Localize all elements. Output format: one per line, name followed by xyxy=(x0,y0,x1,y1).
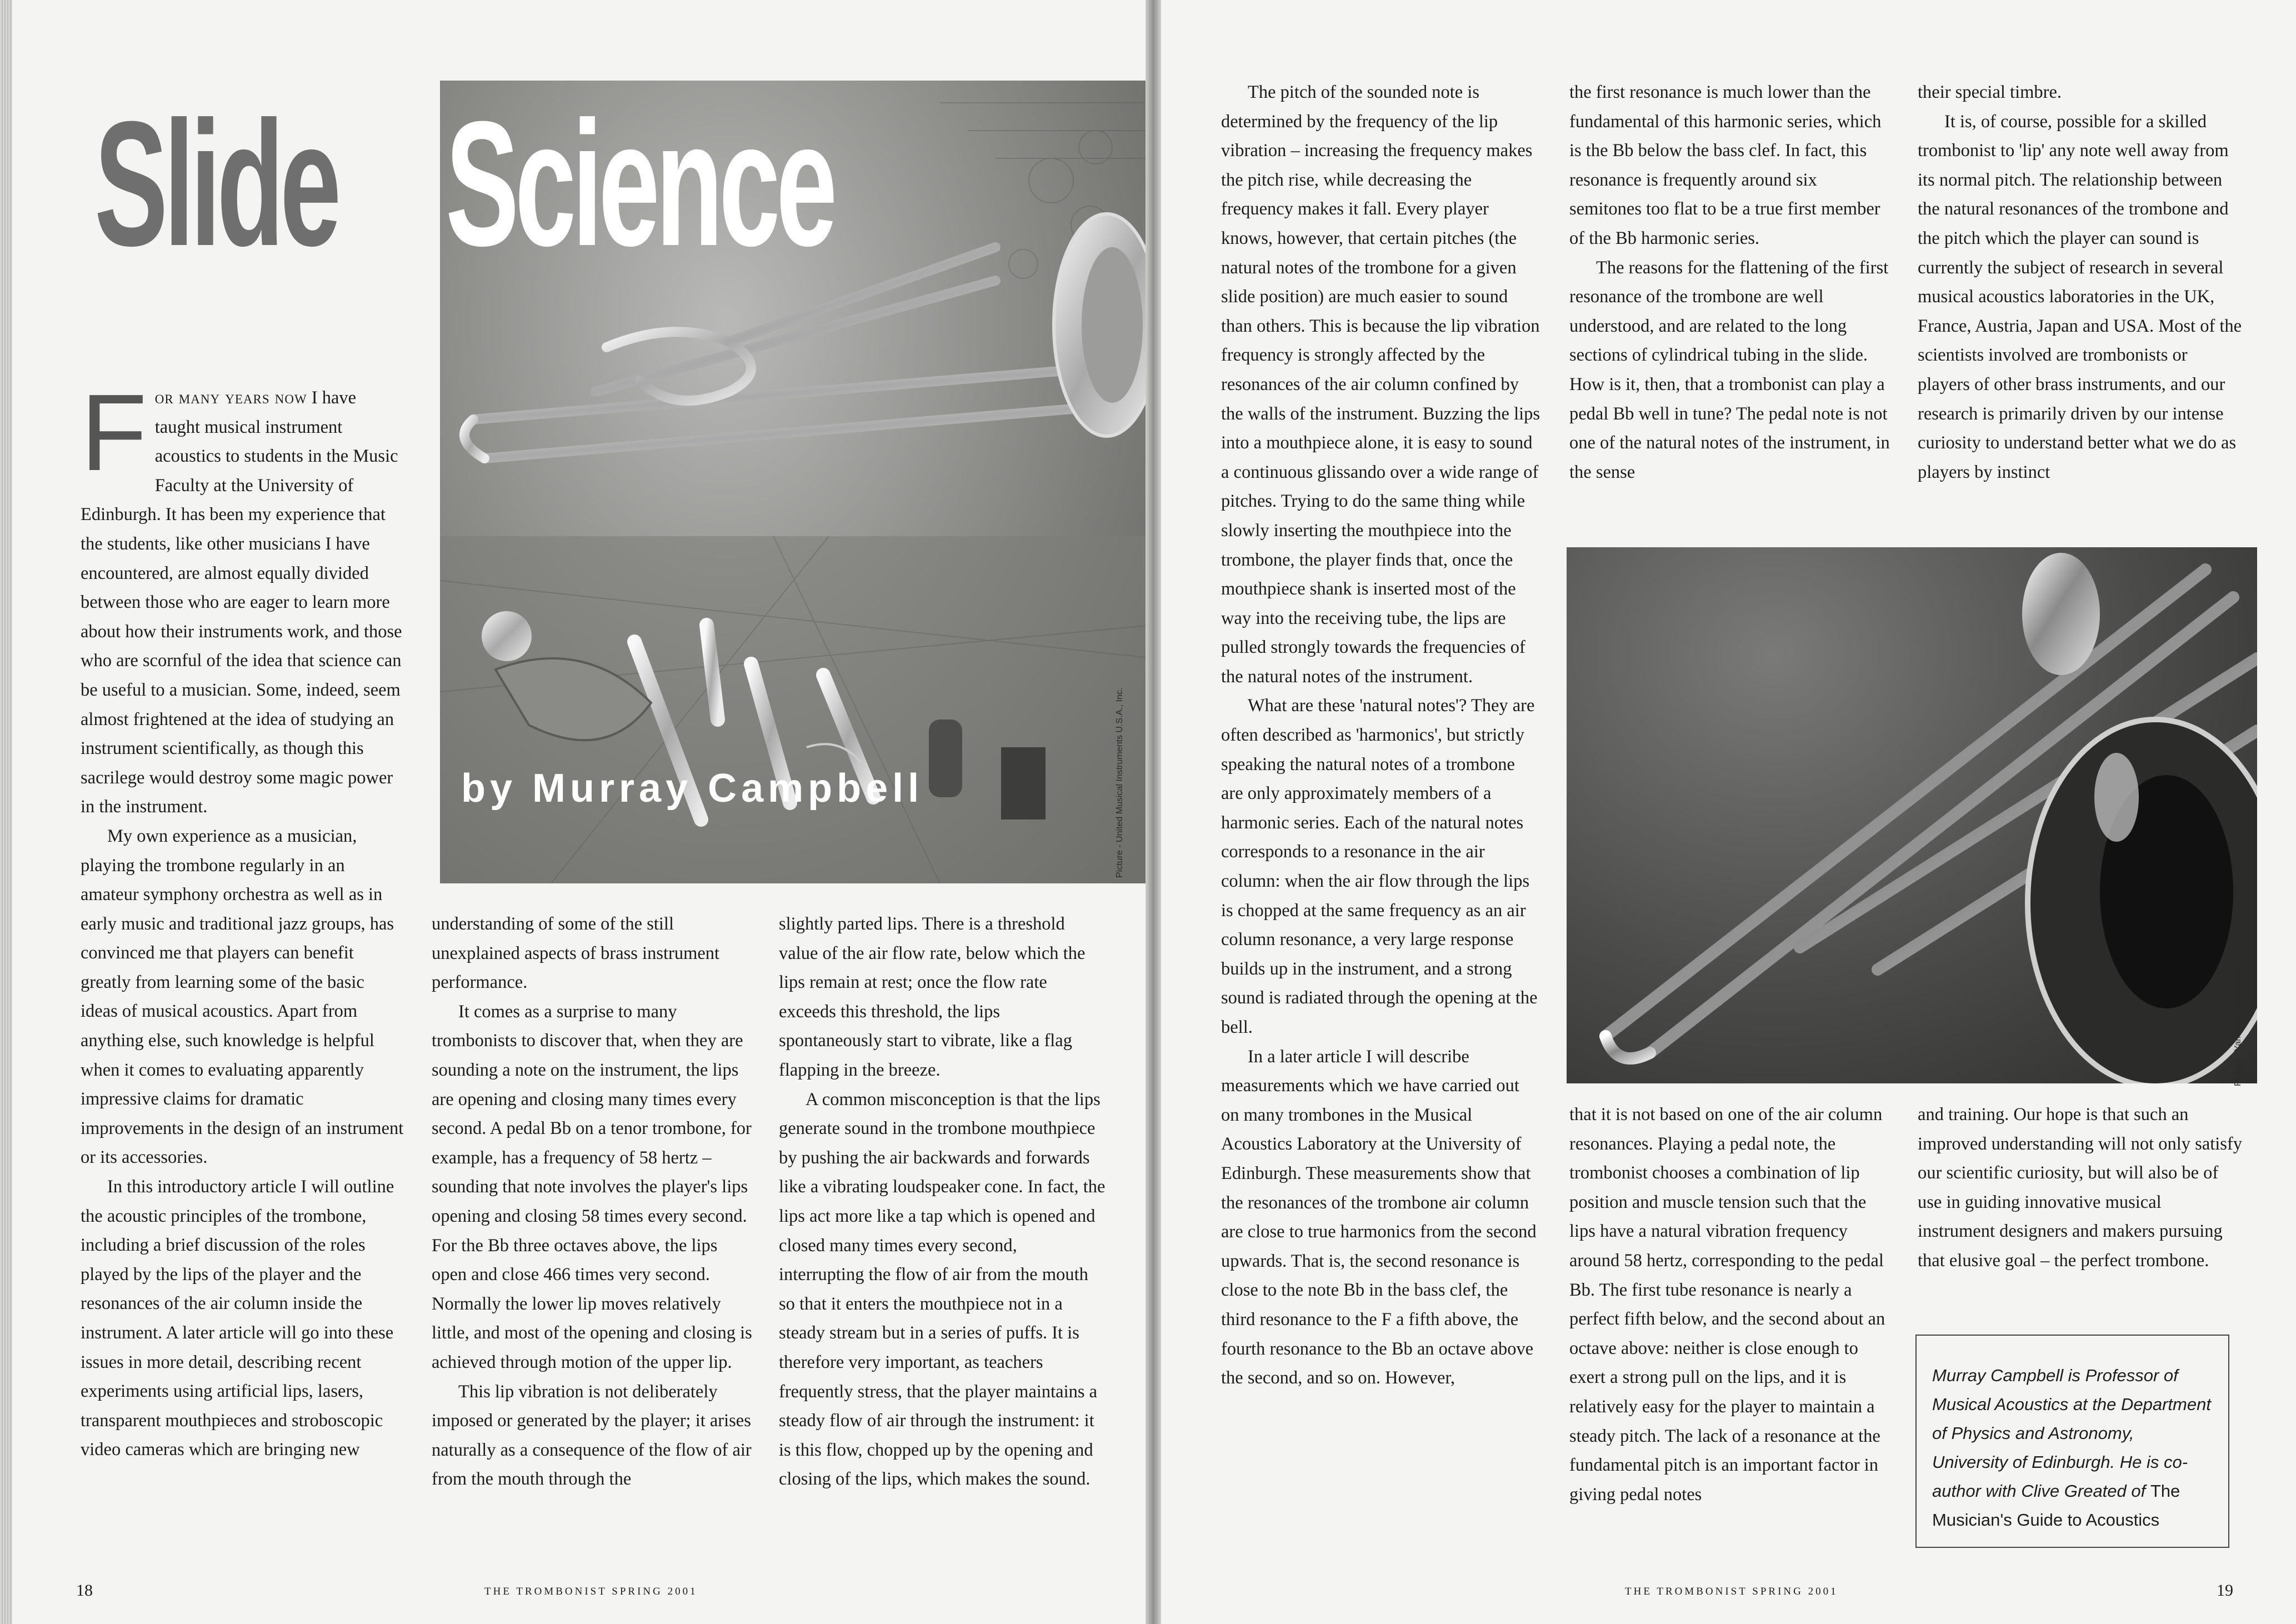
paragraph: understanding of some of the still unexplained aspects of brass instrument performance. xyxy=(432,914,720,993)
paragraph: In a later article I will describe measurements which we have carried out on many trombones in the Musical Acoustics Laboratory at the University of Edinburgh. These measurements show that the resonances of the trombone air column are close to true harmonics from the second upwards. That is, the second resonance is close to the note Bb in the bass clef, the third resonance to the F a fifth above, the fourth resonance to the Bb an octave above the second, and so on. However, xyxy=(1221,1046,1537,1388)
drop-cap: F xyxy=(81,372,147,493)
photo-credit-left: Picture - United Musical Instruments U.S.A., Inc. xyxy=(1115,687,1124,878)
bio-text: Murray Campbell is Professor of Musical Acoustics at the Department of Physics and Astronomy, University of Edinburgh. He is co-author with Clive Greated of xyxy=(1932,1366,2211,1501)
trombone-closeup-illustration xyxy=(1567,547,2257,1083)
book-title: The Musician's Guide to Acoustics xyxy=(1932,1481,2180,1530)
headline-word-science: Science xyxy=(446,84,833,283)
paragraph-text: I have taught musical instrument acoustics to students in the Music Faculty at the University of Edinburgh. It has been my experience that the students, like other musicians I have encountered, are almost equally divided between those who are eager to learn more about how their instruments work, and those who are scornful of the idea that science can be useful to a musician. Some, indeed, seem almost frightened at the idea of studying an instrument scientifically, as though this sacrilege would destroy some magic power in the instrument. xyxy=(81,388,402,817)
intro-paragraph xyxy=(81,372,406,822)
left-page xyxy=(12,0,1146,1624)
text-column-6-top xyxy=(1918,78,2243,487)
text-column-4 xyxy=(1221,78,1540,1393)
paragraph: A common misconception is that the lips generate sound in the trombone mouthpiece by pushing the air backwards and forwards like a vibrating loudspeaker cone. In fact, the lips act more like a tap which is opened and closed many times every second, interrupting the flow of air from the mouth so that it enters the mouthpiece not in a steady stream but in a series of puffs. It is therefore very important, as teachers frequently stress, that the player maintains a steady flow of air through the instrument: it is this flow, chopped up by the opening and closing of the lips, which makes the sound. xyxy=(779,1089,1106,1490)
text-column-3 xyxy=(779,910,1107,1494)
text-column-1 xyxy=(81,372,406,1465)
paragraph: This lip vibration is not deliberately imposed or generated by the player; it arises naturally as a consequence of the flow of air from the mouth through the xyxy=(432,1381,752,1490)
text-column-5-top xyxy=(1569,78,1892,487)
running-footer-left: THE TROMBONIST SPRING 2001 xyxy=(484,1586,698,1597)
paragraph: their special timbre. xyxy=(1918,82,2062,102)
paragraph: slightly parted lips. There is a threshold value of the air flow rate, below which the lips remain at rest; once the flow rate exceeds this threshold, the lips spontaneously start to vibrate, like a flag flapping in the breeze. xyxy=(779,914,1086,1080)
paragraph: that it is not based on one of the air column resonances. Playing a pedal note, the trombonist chooses a combination of lip position and muscle tension such that the lips have a natural vibration frequency around 58 hertz, corresponding to the pedal Bb. The first tube resonance is nearly a perfect fifth below, and the second about an octave above: neither is close enough to exert a strong pull on the lips, and it is relatively easy for the player to maintain a steady pitch. The lack of a resonance at the fundamental pitch is an important factor in giving pedal notes xyxy=(1569,1105,1885,1505)
paragraph: It comes as a surprise to many trombonists to discover that, when they are sounding a note on the instrument, the lips are opening and closing many times every second. A pedal Bb on a tenor trombone, for example, has a frequency of 58 hertz – sounding that note involves the player's lips opening and closing 58 times every second. For the Bb three octaves above, the lips open and close 466 times very second. Normally the lower lip moves relatively little, and most of the opening and closing is achieved through motion of the upper lip. xyxy=(432,1001,752,1372)
lead-in: or many years now xyxy=(154,388,307,408)
text-column-6-bottom xyxy=(1918,1100,2243,1276)
paragraph: the first resonance is much lower than the fundamental of this harmonic series, which is the Bb below the bass clef. In fact, this resonance is frequently around six semitones too flat to be a true first member of the Bb harmonic series. xyxy=(1569,82,1882,248)
spread-gutter xyxy=(1146,0,1161,1624)
page-edge-strip xyxy=(0,0,12,1624)
byline: by Murray Campbell xyxy=(461,766,924,811)
running-footer-right: THE TROMBONIST SPRING 2001 xyxy=(1625,1586,1838,1597)
text-column-5-bottom xyxy=(1569,1100,1892,1509)
page-number-left: 18 xyxy=(76,1581,93,1600)
paragraph: My own experience as a musician, playing the trombone regularly in an amateur symphony orchestra as well as in early music and traditional jazz groups, has convinced me that players can benefit greatly from learning some of the basic ideas of musical acoustics. Apart from anything else, such knowledge is helpful when it comes to evaluating apparently impressive claims for dramatic improvements in the design of an instrument or its accessories. xyxy=(81,826,404,1168)
paragraph: In this introductory article I will outline the acoustic principles of the trombone, including a brief discussion of the roles played by the lips of the player and the resonances of the air column inside the instrument. A later article will go into these issues in more detail, describing recent experiments using artificial lips, lasers, transparent mouthpieces and stroboscopic video cameras which are bringing new xyxy=(81,1177,394,1460)
author-bio-box xyxy=(1915,1335,2229,1548)
trombone-closeup-photo xyxy=(1567,547,2257,1083)
paragraph: What are these 'natural notes'? They are often described as 'harmonics', but strictly speaking the natural notes of a trombone are only approximately members of a harmonic series. Each of the natural notes corresponds to a resonance in the air column: when the air flow through the lips is chopped at the same frequency as an air column resonance, a very large response builds up in the instrument, and a strong sound is radiated through the opening at the bell. xyxy=(1221,696,1538,1037)
text-column-2 xyxy=(432,910,757,1494)
paragraph: and training. Our hope is that such an improved understanding will not only satisfy our scientific curiosity, but will also be of use in guiding innovative musical instrument designers and makers pursuing that elusive goal – the perfect trombone. xyxy=(1918,1105,2243,1271)
paragraph: It is, of course, possible for a skilled trombonist to 'lip' any note well away from its normal pitch. The relationship between the natural resonances of the trombone and the pitch which the player can sound is currently the subject of research in several musical acoustics laboratories in the UK, France, Austria, Japan and USA. Most of the scientists involved are trombonists or players of other brass instruments, and our research is primarily driven by our intense curiosity to understand better what we do as players by instinct xyxy=(1918,111,2242,482)
page-number-right: 19 xyxy=(2217,1581,2233,1600)
photo-credit-right: Picture : Yamaha Corporation xyxy=(2233,970,2243,1086)
paragraph: The reasons for the flattening of the first resonance of the trombone are well understood, and are related to the long sections of cylindrical tubing in the slide. How is it, then, that a trombonist can play a pedal Bb well in tune? The pedal note is not one of the natural notes of the instrument, in the sense xyxy=(1569,257,1890,482)
paragraph: The pitch of the sounded note is determined by the frequency of the lip vibration – increasing the frequency makes the pitch rise, while decreasing the frequency makes it fall. Every player knows, however, that certain pitches (the natural notes of the trombone for a given slide position) are much easier to sound than others. This is because the lip vibration frequency is strongly affected by the resonances of the air column confined by the walls of the instrument. Buzzing the lips into a mouthpiece alone, it is easy to sound a continuous glissando over a wide range of pitches. Trying to do the same thing while slowly inserting the mouthpiece into the trombone, the player finds that, once the mouthpiece shank is inserted most of the way into the receiving tube, the lips are pulled strongly towards the frequencies of the natural notes of the instrument. xyxy=(1221,82,1540,687)
headline-word-slide: Slide xyxy=(94,84,337,283)
